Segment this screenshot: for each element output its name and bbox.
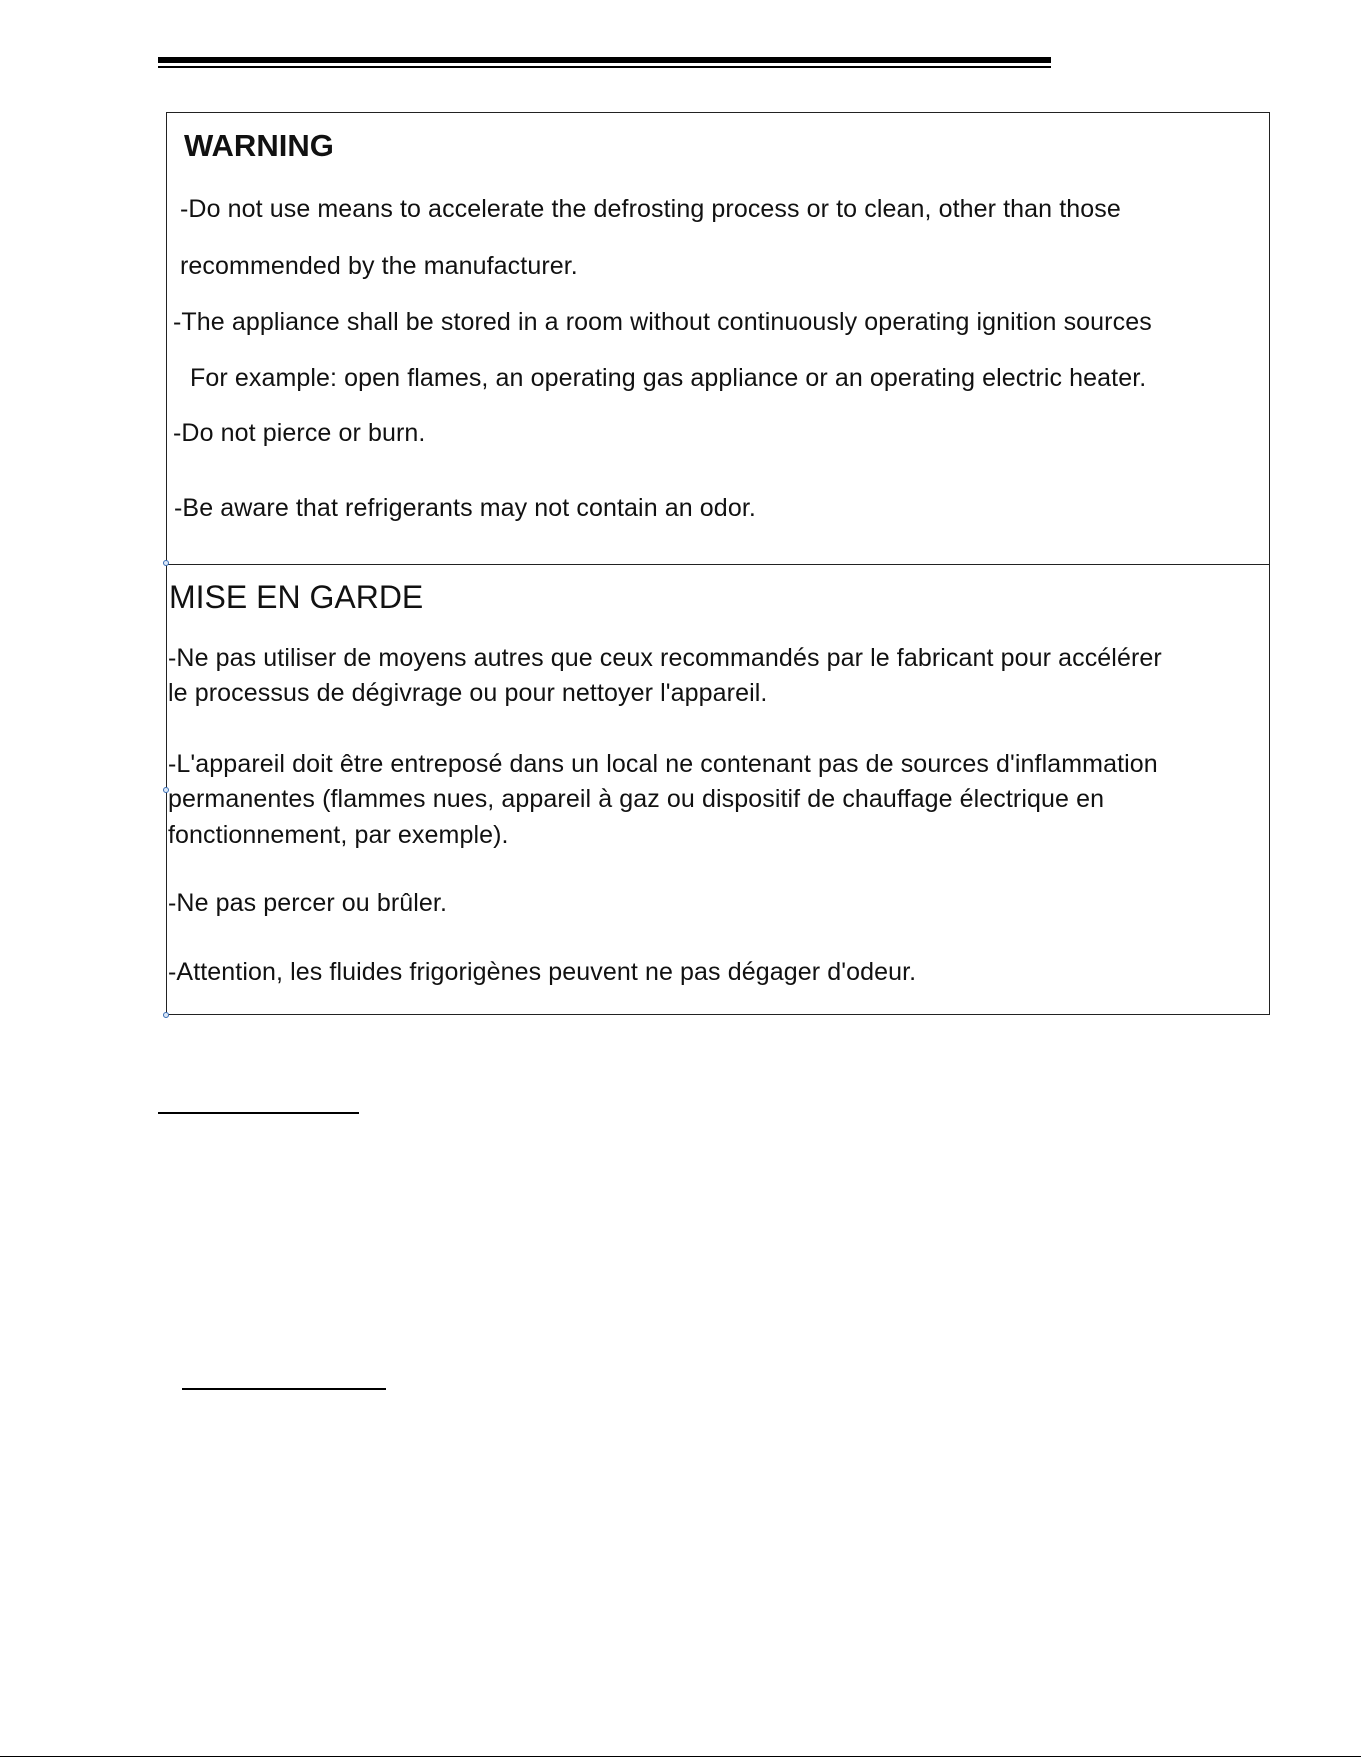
mise-en-garde-line: -L'appareil doit être entreposé dans un local ne contenant pas de sources d'inflammation [168, 750, 1158, 778]
warning-line: -The appliance shall be stored in a room without continuously operating ignition sources [173, 308, 1152, 336]
warning-line: -Be aware that refrigerants may not contain an odor. [174, 494, 756, 522]
warning-title: WARNING [184, 128, 334, 163]
mise-en-garde-line: permanentes (flammes nues, appareil à gaz ou dispositif de chauffage électrique en [168, 785, 1105, 813]
warning-line: recommended by the manufacturer. [180, 252, 578, 280]
mise-en-garde-line: fonctionnement, par exemple). [168, 821, 509, 849]
mise-en-garde-line: -Attention, les fluides frigorigènes peuvent ne pas dégager d'odeur. [168, 958, 917, 986]
box-divider [167, 564, 1269, 565]
header-rule [158, 57, 1051, 63]
warning-line: -Do not pierce or burn. [173, 419, 426, 447]
resize-handle-bottom[interactable] [163, 1012, 169, 1018]
mise-en-garde-line: -Ne pas percer ou brûler. [168, 889, 448, 917]
mise-en-garde-line: -Ne pas utiliser de moyens autres que ceux recommandés par le fabricant pour accélérer [168, 644, 1162, 672]
warning-line: For example: open flames, an operating gas appliance or an operating electric heater. [190, 364, 1147, 392]
resize-handle-top[interactable] [163, 560, 169, 566]
warning-box [166, 112, 1270, 1015]
footer-rule [0, 1756, 1361, 1757]
underline-rule-1 [158, 1112, 359, 1114]
mise-en-garde-title: MISE EN GARDE [169, 579, 424, 615]
header-rule-thin [158, 66, 1051, 68]
warning-line: -Do not use means to accelerate the defrosting process or to clean, other than those [180, 195, 1121, 223]
mise-en-garde-line: le processus de dégivrage ou pour nettoyer l'appareil. [168, 679, 768, 707]
underline-rule-2 [182, 1388, 386, 1390]
